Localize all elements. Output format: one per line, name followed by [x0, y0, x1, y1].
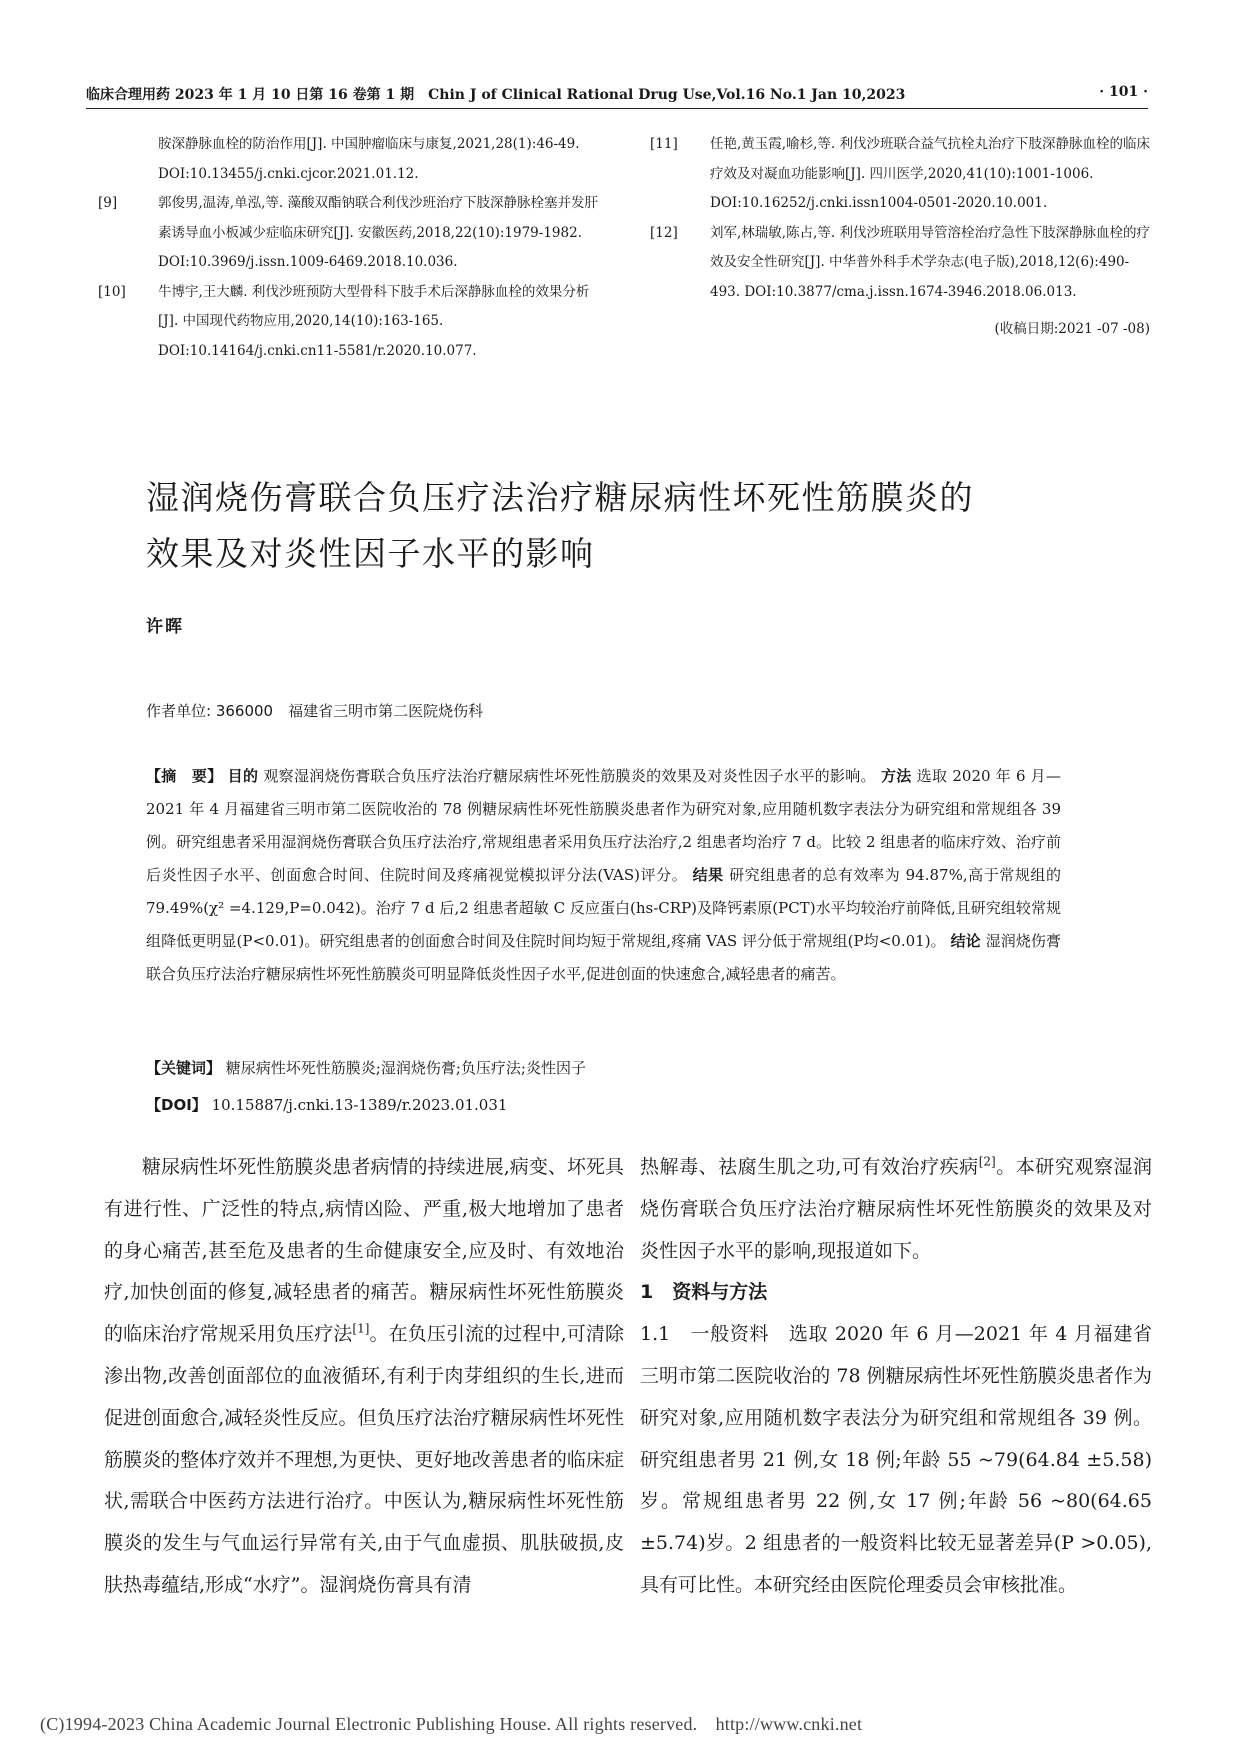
intro-paragraph-cont: 热解毒、祛腐生肌之功,可有效治疗疾病[2]。本研究观察湿润烧伤膏联合负压疗法治疗糖尿病性坏死性筋膜炎的效果及对炎性因子水平的影响,现报道如下。 — [640, 1154, 1152, 1262]
conclusion-text: 湿润烧伤膏联合负压疗法治疗糖尿病性坏死性筋膜炎可明显降低炎性因子水平,促进创面的快速愈合,减轻患者的痛苦。 — [146, 932, 1061, 983]
reference-item: 胺深静脉血栓的防治作用[J]. 中国肿瘤临床与康复,2021,28(1):46-49. DOI:10.13455/j.cnki.cjcor.2021.01.12. — [158, 136, 580, 182]
citation-ref[interactable]: [1] — [352, 1321, 370, 1336]
result-label: 结果 — [692, 866, 724, 884]
reference-item — [650, 219, 1150, 308]
doi-label: 【DOI】 — [146, 1096, 207, 1114]
reference-item — [650, 130, 1150, 219]
reference-text: 任艳,黄玉霞,喻杉,等. 利伐沙班联合益气抗栓丸治疗下肢深静脉血栓的临床疗效及对凝血功能影响[J]. 四川医学,2020,41(10):1001-1006. DOI:10.16252/j.cnki.issn1004-0501-2020.10.001. — [710, 136, 1150, 211]
abstract — [146, 760, 1061, 991]
article-title: 湿润烧伤膏联合负压疗法治疗糖尿病性坏死性筋膜炎的 效果及对炎性因子水平的影响 — [146, 478, 974, 573]
reference-text: 牛博宇,王大麟. 利伐沙班预防大型骨科下肢手术后深静脉血栓的效果分析[J]. 中国现代药物应用,2020,14(10):163-165. DOI:10.14164/j.cnki.cn11-5581/r.2020.10.077. — [158, 283, 590, 359]
reference-number: [11] — [650, 136, 678, 152]
body-column-right — [640, 1147, 1152, 1607]
header-divider — [86, 108, 1148, 109]
journal-citation: 临床合理用药 2023 年 1 月 10 日第 16 卷第 1 期 Chin J of Clinical Rational Drug Use,Vol.16 No.1 Jan 10,2023 — [86, 87, 906, 103]
reference-number: [9] — [98, 195, 118, 211]
reference-text: 刘军,林瑞敏,陈占,等. 利伐沙班联用导管溶栓治疗急性下肢深静脉血栓的疗效及安全性研究[J]. 中华普外科手术学杂志(电子版),2018,12(6):490-493. DOI:10.3877/cma.j.issn.1674-3946.2018.06.013. — [710, 224, 1150, 300]
reference-text: 郭俊男,温涛,单泓,等. 藻酸双酯钠联合利伐沙班治疗下肢深静脉栓塞并发肝素诱导血小板减少症临床研究[J]. 安徽医药,2018,22(10):1979-1982. DOI:10.3969/j.issn.1009-6469.2018.10.036. — [158, 195, 598, 270]
section-heading: 1 资料与方法 — [640, 1281, 768, 1304]
reference-list-left — [98, 130, 606, 366]
method-label: 方法 — [880, 767, 912, 785]
author-affiliation: 作者单位: 366000 福建省三明市第二医院烧伤科 — [146, 702, 484, 720]
objective-text: 观察湿润烧伤膏联合负压疗法治疗糖尿病性坏死性筋膜炎的效果及对炎性因子水平的影响。 — [263, 767, 876, 785]
objective-label: 目的 — [227, 767, 259, 785]
body-column-left — [104, 1147, 624, 1607]
intro-paragraph: 糖尿病性坏死性筋膜炎患者病情的持续进展,病变、坏死具有进行性、广泛性的特点,病情凶险、严重,极大地增加了患者的身心痛苦,甚至危及患者的生命健康安全,应及时、有效地治疗,加快创面的修复,减轻患者的痛苦。糖尿病性坏死性筋膜炎的临床治疗常规采用负压疗法[1]。在负压引流的过程中,可清除渗出物,改善创面部位的血液循环,有利于肉芽组织的生长,进而促进创面愈合,减轻炎性反应。但负压疗法治疗糖尿病性坏死性筋膜炎的整体疗效并不理想,为更快、更好地改善患者的临床症状,需联合中医药方法进行治疗。中医认为,糖尿病性坏死性筋膜炎的发生与气血运行异常有关,由于气血虚损、肌肤破损,皮肤热毒蕴结,形成“水疗”。湿润烧伤膏具有清 — [104, 1156, 624, 1596]
conclusion-label: 结论 — [950, 932, 981, 950]
abstract-label: 【摘 要】 — [146, 767, 223, 785]
keywords-text: 糖尿病性坏死性筋膜炎;湿润烧伤膏;负压疗法;炎性因子 — [225, 1059, 586, 1077]
reference-list-right — [650, 130, 1150, 345]
received-date: (收稿日期:2021 -07 -08) — [994, 321, 1150, 337]
keywords — [146, 1057, 586, 1078]
general-info-paragraph: 1.1 一般资料 选取 2020 年 6 月—2021 年 4 月福建省三明市第二医院收治的 78 例糖尿病性坏死性筋膜炎患者作为研究对象,应用随机数字表法分为研究组和常规组各 39 例。研究组患者男 21 例,女 18 例;年龄 55 ~79(64.84 ±5.58)岁。常规组患者男 22 例,女 17 例;年龄 56 ~80(64.65 ±5.74)岁。2 组患者的一般资料比较无显著差异(P >0.05),具有可比性。本研究经由医院伦理委员会审核批准。 — [640, 1323, 1152, 1596]
author-name: 许晖 — [146, 617, 184, 637]
page-number: · 101 · — [1099, 84, 1148, 100]
reference-item — [98, 278, 606, 367]
keywords-label: 【关键词】 — [146, 1059, 222, 1077]
citation-ref[interactable]: [2] — [978, 1154, 996, 1169]
method-text: 选取 2020 年 6 月—2021 年 4 月福建省三明市第二医院收治的 78 例糖尿病性坏死性筋膜炎患者作为研究对象,应用随机数字表法分为研究组和常规组各 39 例。研究组患者采用湿润烧伤膏联合负压疗法治疗,常规组患者采用负压疗法治疗,2 组患者均治疗 7 d。比较 2 组患者的临床疗效、治疗前后炎性因子水平、创面愈合时间、住院时间及疼痛视觉模拟评分法(VAS)评分。 — [146, 767, 1061, 884]
doi — [146, 1094, 507, 1115]
subsection-heading: 1.1 一般资料 — [640, 1323, 770, 1346]
copyright-footer: (C)1994-2023 China Academic Journal Electronic Publishing House. All rights reserved. http://www.cnki.net — [40, 1714, 863, 1734]
reference-number: [10] — [98, 283, 126, 300]
result-text: 研究组患者的总有效率为 94.87%,高于常规组的 79.49%(χ² =4.129,P=0.042)。治疗 7 d 后,2 组患者超敏 C 反应蛋白(hs-CRP)及降钙素原(PCT)水平均较治疗前降低,且研究组较常规组降低更明显(P<0.01)。研究组患者的创面愈合时间及住院时间均短于常规组,疼痛 VAS 评分低于常规组(P均<0.01)。 — [146, 866, 1061, 950]
reference-item — [98, 189, 606, 278]
doi-text: 10.15887/j.cnki.13-1389/r.2023.01.031 — [211, 1096, 508, 1114]
reference-number: [12] — [650, 224, 678, 241]
running-header — [86, 84, 1148, 108]
